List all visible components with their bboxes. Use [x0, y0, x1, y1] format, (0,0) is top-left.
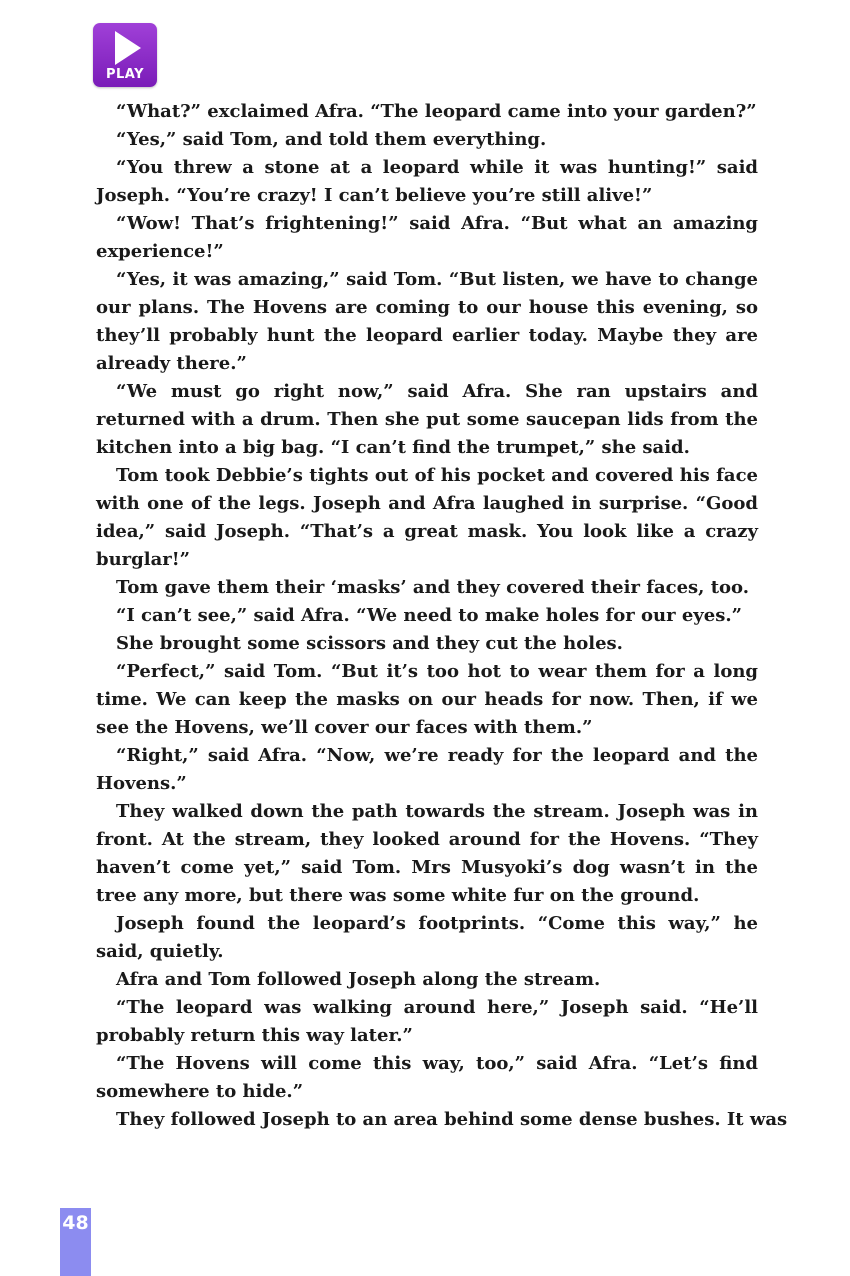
paragraph: Joseph found the leopard’s footprints. “Come this way,” he said, quietly. [96, 913, 758, 962]
paragraph: “Perfect,” said Tom. “But it’s too hot to wear them for a long time. We can keep the masks on our heads for now. Then, if we see the Hovens, we’ll cover our faces with them.” [96, 661, 758, 738]
paragraph: They followed Joseph to an area behind some dense bushes. It was [116, 1109, 788, 1130]
paragraph: “I can’t see,” said Afra. “We need to make holes for our eyes.” [116, 605, 742, 626]
paragraph: They walked down the path towards the stream. Joseph was in front. At the stream, they looked around for the Hovens. “They haven’t come yet,” said Tom. Mrs Musyoki’s dog wasn’t in the tree any more, but there was some white fur on the ground. [96, 801, 758, 906]
paragraph: “We must go right now,” said Afra. She ran upstairs and returned with a drum. Then she put some saucepan lids from the kitchen into a big bag. “I can’t find the trumpet,” she said. [96, 381, 758, 458]
paragraph: “You threw a stone at a leopard while it was hunting!” said Joseph. “You’re crazy! I can’t believe you’re still alive!” [96, 157, 758, 206]
paragraph: “What?” exclaimed Afra. “The leopard came into your garden?” [116, 101, 757, 122]
paragraph: She brought some scissors and they cut the holes. [116, 633, 623, 654]
paragraph: “The leopard was walking around here,” Joseph said. “He’ll probably return this way later.” [96, 997, 758, 1046]
page-number: 48 [62, 1212, 89, 1234]
paragraph: Tom took Debbie’s tights out of his pocket and covered his face with one of the legs. Joseph and Afra laughed in surprise. “Good idea,” said Joseph. “That’s a great mask. You look like a crazy burglar!” [96, 465, 758, 570]
story-text [96, 98, 788, 1134]
paragraph: “Right,” said Afra. “Now, we’re ready for the leopard and the Hovens.” [96, 745, 758, 794]
page-number-tab [60, 1208, 91, 1276]
paragraph: “Wow! That’s frightening!” said Afra. “But what an amazing experience!” [96, 213, 758, 262]
paragraph: “Yes,” said Tom, and told them everything. [116, 129, 547, 150]
paragraph: “The Hovens will come this way, too,” said Afra. “Let’s find somewhere to hide.” [96, 1053, 758, 1102]
paragraph: Tom gave them their ‘masks’ and they covered their faces, too. [116, 577, 749, 598]
play-button[interactable] [93, 23, 157, 87]
paragraph: Afra and Tom followed Joseph along the stream. [116, 969, 601, 990]
play-label: PLAY [105, 67, 145, 82]
play-icon [115, 31, 141, 65]
paragraph: “Yes, it was amazing,” said Tom. “But listen, we have to change our plans. The Hovens are coming to our house this evening, so they’ll probably hunt the leopard earlier today. Maybe they are already there.” [96, 269, 758, 374]
